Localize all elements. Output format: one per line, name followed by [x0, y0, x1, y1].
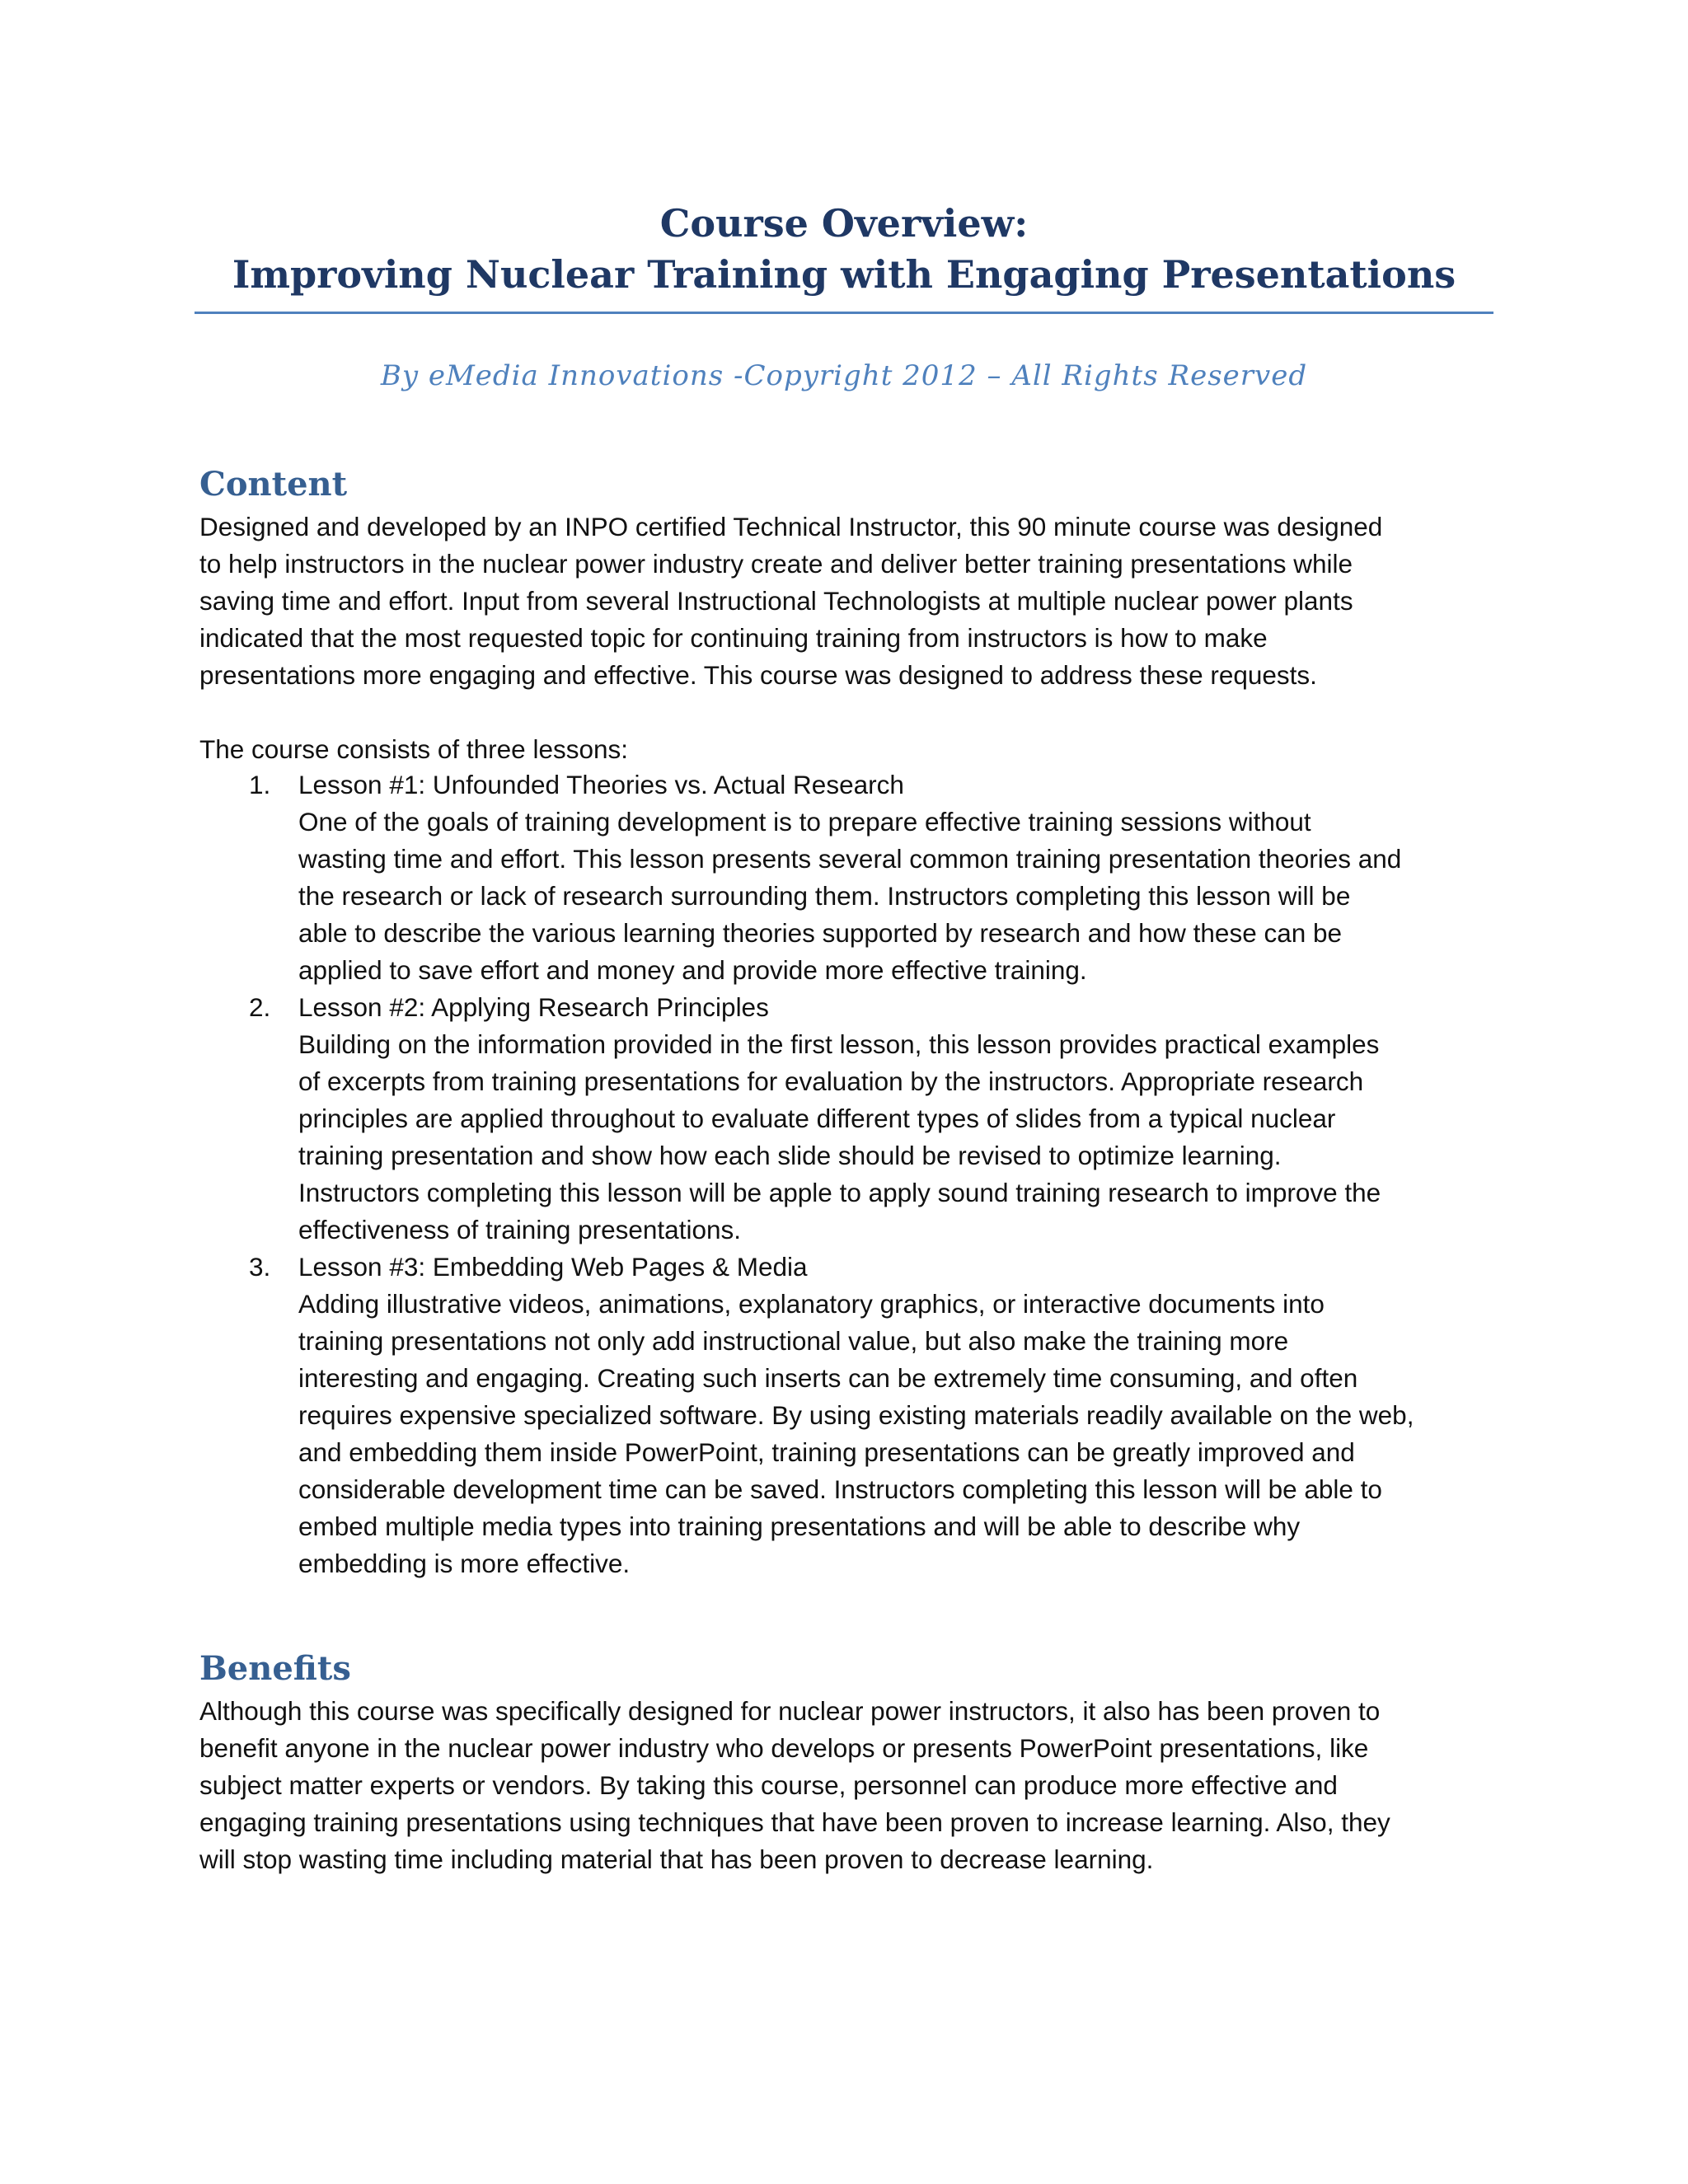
lesson-line: effectiveness of training presentations.	[298, 1215, 741, 1244]
list-number: 2.	[249, 992, 271, 1022]
paragraph-line: Designed and developed by an INPO certified Technical Instructor, this 90 minute course was designed	[199, 512, 1383, 541]
lesson-title: Lesson #1: Unfounded Theories vs. Actual Research	[298, 770, 904, 799]
benefits-paragraph	[199, 1693, 1502, 1878]
lesson-line: and embedding them inside PowerPoint, training presentations can be greatly improved and	[298, 1437, 1355, 1467]
lesson-title: Lesson #3: Embedding Web Pages & Media	[298, 1252, 808, 1282]
content-heading: Content	[199, 465, 348, 504]
lesson-line: One of the goals of training development is to prepare effective training sessions without	[298, 807, 1311, 837]
benefits-heading: Benefits	[199, 1649, 351, 1688]
lessons-list	[199, 766, 1502, 1582]
paragraph-line: saving time and effort. Input from several Instructional Technologists at multiple nuclear power plants	[199, 586, 1353, 616]
byline: By eMedia Innovations -Copyright 2012 – All Rights Reserved	[380, 359, 1308, 392]
lessons-intro	[199, 731, 1502, 768]
document-title	[195, 198, 1493, 300]
lesson-line: training presentations not only add instructional value, but also make the training more	[298, 1326, 1289, 1356]
lesson-line: wasting time and effort. This lesson presents several common training presentation theories and	[298, 844, 1402, 874]
lesson-line: considerable development time can be saved. Instructors completing this lesson will be able to	[298, 1474, 1382, 1504]
lesson-line: embed multiple media types into training presentations and will be able to describe why	[298, 1511, 1301, 1541]
paragraph-line: subject matter experts or vendors. By taking this course, personnel can produce more effective and	[199, 1770, 1338, 1800]
list-item-lesson-2	[199, 989, 1502, 1249]
lesson-line: requires expensive specialized software. By using existing materials readily available on the web,	[298, 1400, 1414, 1430]
list-number: 1.	[249, 770, 271, 799]
paragraph-line: indicated that the most requested topic for continuing training from instructors is how to make	[199, 623, 1268, 653]
lesson-line: applied to save effort and money and provide more effective training.	[298, 955, 1087, 985]
paragraph-line: Although this course was specifically designed for nuclear power instructors, it also has been proven to	[199, 1696, 1381, 1726]
lesson-line: Building on the information provided in the first lesson, this lesson provides practical examples	[298, 1029, 1380, 1059]
lesson-title: Lesson #2: Applying Research Principles	[298, 992, 769, 1022]
content-intro-paragraph	[199, 509, 1502, 694]
lesson-line: able to describe the various learning theories supported by research and how these can be	[298, 918, 1343, 948]
lesson-line: Instructors completing this lesson will be apple to apply sound training research to improve the	[298, 1178, 1381, 1207]
lesson-line: interesting and engaging. Creating such inserts can be extremely time consuming, and often	[298, 1363, 1358, 1393]
list-item-lesson-1	[199, 766, 1502, 989]
lesson-line: the research or lack of research surrounding them. Instructors completing this lesson will be	[298, 881, 1351, 911]
lesson-line: training presentation and show how each slide should be revised to optimize learning.	[298, 1141, 1282, 1170]
list-item-lesson-3	[199, 1249, 1502, 1582]
list-number: 3.	[249, 1252, 271, 1282]
title-line-1: Course Overview:	[659, 201, 1029, 246]
paragraph-line: will stop wasting time including material that has been proven to decrease learning.	[199, 1844, 1154, 1874]
paragraph-line: benefit anyone in the nuclear power industry who develops or presents PowerPoint presentations, like	[199, 1733, 1369, 1763]
title-divider	[195, 312, 1493, 314]
lesson-line: embedding is more effective.	[298, 1549, 631, 1578]
lesson-line: of excerpts from training presentations for evaluation by the instructors. Appropriate research	[298, 1066, 1364, 1096]
paragraph-line: presentations more engaging and effective. This course was designed to address these requests.	[199, 660, 1317, 690]
lessons-intro-text: The course consists of three lessons:	[199, 734, 628, 764]
title-line-2: Improving Nuclear Training with Engaging Presentations	[232, 252, 1456, 297]
paragraph-line: engaging training presentations using techniques that have been proven to increase learning. Also, they	[199, 1807, 1390, 1837]
paragraph-line: to help instructors in the nuclear power industry create and deliver better training presentations while	[199, 549, 1353, 579]
lesson-line: Adding illustrative videos, animations, explanatory graphics, or interactive documents into	[298, 1289, 1325, 1319]
lesson-line: principles are applied throughout to evaluate different types of slides from a typical nuclear	[298, 1104, 1336, 1133]
